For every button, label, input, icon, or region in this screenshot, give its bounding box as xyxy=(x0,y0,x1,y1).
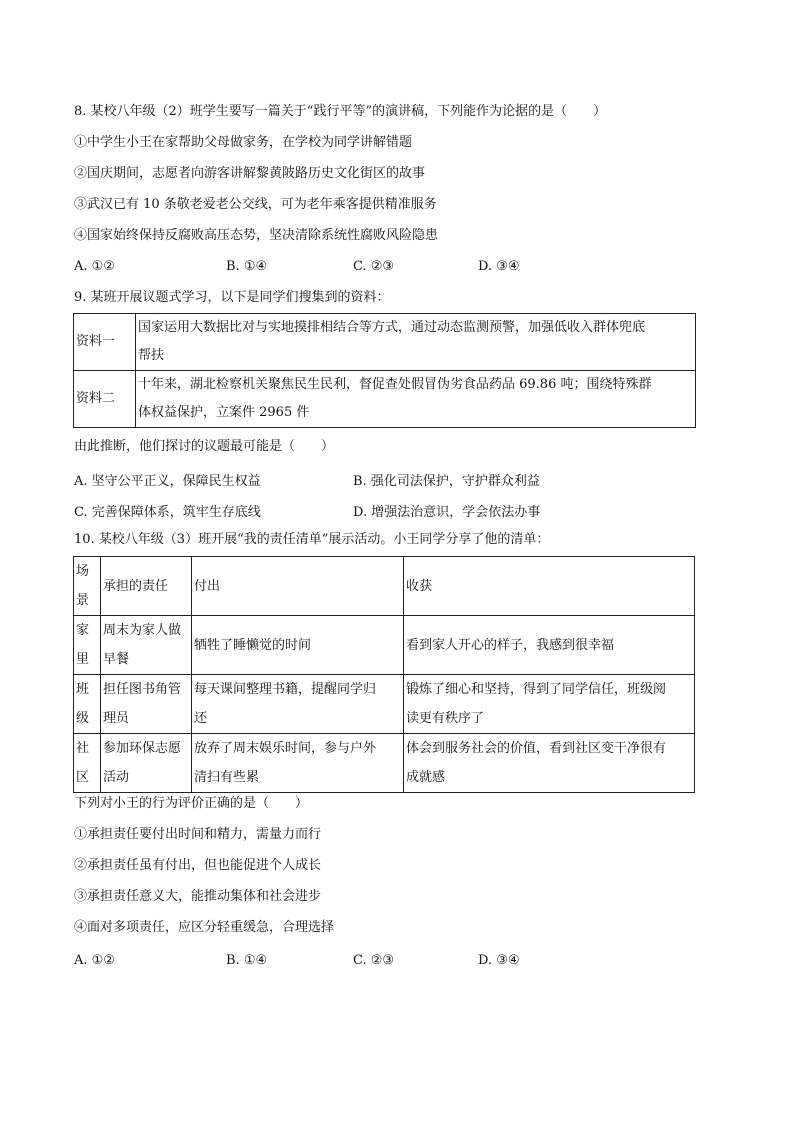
question-8-statement-4: ④国家始终保持反腐败高压态势，坚决清除系统性腐败风险隐患 xyxy=(74,228,439,243)
question-10-statement-2: ②承担责任虽有付出，但也能促进个人成长 xyxy=(74,858,322,873)
question-9-option-d: D. 增强法治意识，学会依法办事 xyxy=(353,505,541,520)
table-cell-scene: 社 区 xyxy=(74,734,101,793)
table-cell-scene: 家 里 xyxy=(74,616,101,675)
question-10-statement-3: ③承担责任意义大，能推动集体和社会进步 xyxy=(74,889,322,904)
table-cell-gain: 锻炼了细心和坚持，得到了同学信任，班级阅 读更有秩序了 xyxy=(404,675,695,734)
question-9-option-c: C. 完善保障体系，筑牢生存底线 xyxy=(74,505,261,520)
table-cell-gain: 看到家人开心的样子，我感到很幸福 xyxy=(404,616,695,675)
material-content xyxy=(136,371,696,428)
table-cell-effort: 放弃了周末娱乐时间，参与户外 清扫有些累 xyxy=(192,734,404,793)
question-10-stem: 10. 某校八年级（3）班开展“我的责任清单”展示活动。小王同学分享了他的清单： xyxy=(74,532,550,547)
question-10-question: 下列对小王的行为评价正确的是（ ） xyxy=(74,796,309,811)
material-content-line: 十年来，湖北检察机关聚焦民生民利，督促查处假冒伪劣食品药品 69.86 吨；围绕特殊群 xyxy=(138,377,652,392)
table-row xyxy=(74,616,695,675)
question-8-option-b: B. ①④ xyxy=(226,259,268,274)
question-10-statement-4: ④面对多项责任，应区分轻重缓急，合理选择 xyxy=(74,920,335,935)
table-header-row xyxy=(74,557,695,616)
table-cell-gain: 体会到服务社会的价值，看到社区变干净很有 成就感 xyxy=(404,734,695,793)
question-8-statement-1: ①中学生小王在家帮助父母做家务，在学校为同学讲解错题 xyxy=(74,135,413,150)
table-cell-responsibility: 担任图书角管 理员 xyxy=(101,675,192,734)
header-cell-effort: 付出 xyxy=(192,557,404,616)
table-cell-scene: 班 级 xyxy=(74,675,101,734)
table-cell-responsibility: 周末为家人做 早餐 xyxy=(101,616,192,675)
question-8-statement-2: ②国庆期间，志愿者向游客讲解黎黄陂路历史文化街区的故事 xyxy=(74,166,426,181)
material-row xyxy=(74,314,696,371)
header-cell-gain: 收获 xyxy=(404,557,695,616)
question-8-stem: 8. 某校八年级（2）班学生要写一篇关于“践行平等”的演讲稿，下列能作为论据的是（ ） xyxy=(74,104,607,119)
question-8-option-d: D. ③④ xyxy=(478,259,520,274)
material-content-line: 体权益保护，立案件 2965 件 xyxy=(138,405,310,420)
question-9-stem: 9. 某班开展议题式学习，以下是同学们搜集到的资料： xyxy=(74,290,390,305)
table-row xyxy=(74,734,695,793)
header-cell-scene: 场 景 xyxy=(74,557,101,616)
responsibility-table xyxy=(73,556,695,793)
question-10-statement-1: ①承担责任要付出时间和精力，需量力而行 xyxy=(74,827,322,842)
question-8-option-a: A. ①② xyxy=(74,259,115,274)
table-cell-responsibility: 参加环保志愿 活动 xyxy=(101,734,192,793)
question-10-option-d: D. ③④ xyxy=(478,953,520,968)
question-8-option-c: C. ②③ xyxy=(353,259,395,274)
question-9-option-a: A. 坚守公平正义，保障民生权益 xyxy=(74,474,261,489)
table-row xyxy=(74,675,695,734)
table-cell-effort: 每天课间整理书籍，提醒同学归 还 xyxy=(192,675,404,734)
question-10-option-a: A. ①② xyxy=(74,953,115,968)
question-9-option-b: B. 强化司法保护，守护群众利益 xyxy=(353,474,540,489)
question-10-option-b: B. ①④ xyxy=(226,953,268,968)
question-9-question: 由此推断，他们探讨的议题最可能是（ ） xyxy=(74,439,335,454)
material-content xyxy=(136,314,696,371)
question-10-option-c: C. ②③ xyxy=(353,953,395,968)
material-table xyxy=(73,313,696,428)
material-label: 资料二 xyxy=(74,371,136,428)
header-cell-responsibility: 承担的责任 xyxy=(101,557,192,616)
material-content-line: 帮扶 xyxy=(138,348,165,363)
table-cell-effort: 牺牲了睡懒觉的时间 xyxy=(192,616,404,675)
material-row xyxy=(74,371,696,428)
material-content-line: 国家运用大数据比对与实地摸排相结合等方式，通过动态监测预警，加强低收入群体兜底 xyxy=(138,320,646,335)
question-8-statement-3: ③武汉已有 10 条敬老爱老公交线，可为老年乘客提供精准服务 xyxy=(74,197,437,212)
material-label: 资料一 xyxy=(74,314,136,371)
